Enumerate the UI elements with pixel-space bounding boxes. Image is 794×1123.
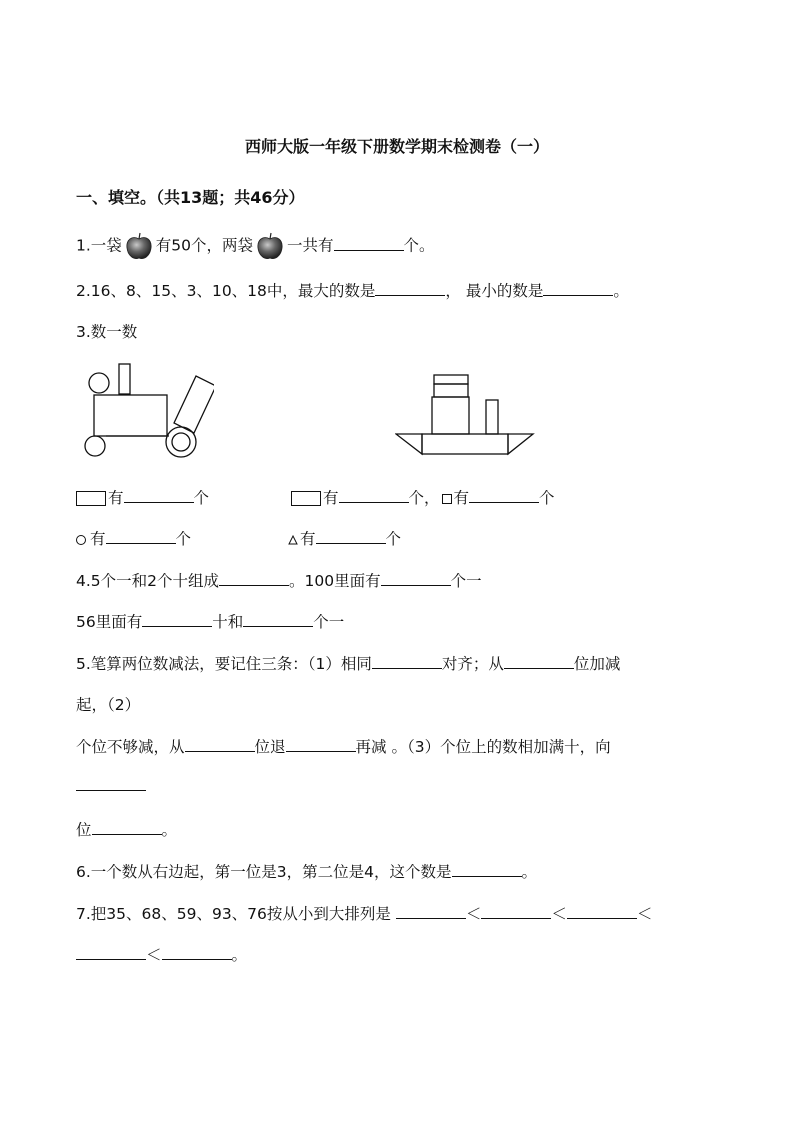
question-3-title: 3.数一数 [76, 323, 138, 341]
rectangle-icon [76, 491, 106, 506]
rectangle-shape [94, 395, 167, 436]
answer-blank[interactable] [396, 904, 466, 919]
q1-text-c: 一共有 [287, 236, 334, 255]
rectangle-shape [434, 384, 468, 397]
q5-text-g: 再减 。（3）个位上的数相加满十，向 [355, 738, 611, 756]
answer-blank[interactable] [339, 488, 409, 503]
small-square-icon [442, 494, 452, 504]
q6-text-a: 6.一个数从右边起，第一位是3，第二位是4，这个数是 [76, 863, 452, 881]
rectangle-shape [486, 400, 498, 434]
answer-blank[interactable] [219, 571, 289, 586]
tractor-figure [84, 360, 214, 464]
q4-text-a: 4.5个一和2个十组成 [76, 572, 220, 590]
count-row-2 [76, 527, 191, 549]
q5-text-e: 个位不够减，从 [76, 738, 185, 756]
question-1 [76, 231, 435, 261]
answer-blank[interactable] [372, 654, 442, 669]
question-5-line-3 [76, 735, 611, 757]
q2-text-b: ， 最小的数是 [445, 282, 544, 300]
answer-blank[interactable] [76, 945, 146, 960]
rectangle-shape [434, 375, 468, 384]
q5-text-c: 位加减 [573, 655, 621, 673]
answer-blank[interactable] [124, 488, 194, 503]
less-than-sign: ＜ [146, 946, 162, 964]
label: 有 [90, 530, 106, 548]
apple-icon [255, 231, 285, 261]
q4-text-e: 十和 [212, 613, 244, 631]
page-title: 西师大版一年级下册数学期末检测卷（一） [244, 137, 549, 156]
answer-blank[interactable] [106, 529, 176, 544]
q1-text-a: 1.一袋 [76, 236, 122, 255]
count-row-1b [291, 486, 555, 508]
q2-text-c: 。 [613, 282, 629, 300]
triangle-shape [508, 434, 533, 454]
less-than-sign: ＜ [551, 905, 567, 923]
apple-icon [124, 231, 154, 261]
q1-text-b: 有50个，两袋 [155, 236, 254, 255]
q7-end: 。 [231, 946, 248, 964]
q4-text-d: 56里面有 [76, 613, 143, 631]
answer-blank[interactable] [375, 281, 445, 296]
answer-blank[interactable] [381, 571, 451, 586]
label: 有 [453, 489, 470, 507]
less-than-sign: ＜ [636, 905, 653, 923]
answer-blank[interactable] [142, 612, 212, 627]
question-5 [76, 652, 620, 674]
circle-shape [89, 373, 109, 393]
label: 有 [108, 489, 124, 507]
q5-text-f: 位退 [254, 738, 286, 756]
q7-text-a: 7.把35、68、59、93、76按从小到大排列是 [76, 905, 391, 923]
q4-text-b: 。100里面有 [289, 572, 381, 590]
circle-shape [85, 436, 105, 456]
answer-blank[interactable] [286, 737, 356, 752]
square-shape [432, 397, 469, 434]
rectangle-shape [119, 364, 130, 394]
answer-blank[interactable] [76, 776, 146, 791]
unit: 个 [539, 489, 555, 507]
unit: 个 [175, 530, 192, 548]
answer-blank[interactable] [316, 529, 386, 544]
unit: 个 [385, 530, 402, 548]
question-2 [76, 279, 629, 301]
q5-text-b: 对齐；从 [441, 655, 504, 673]
answer-blank[interactable] [243, 612, 313, 627]
rectangle-shape [174, 376, 214, 433]
answer-blank[interactable] [567, 904, 637, 919]
answer-blank[interactable] [504, 654, 574, 669]
less-than-sign: ＜ [465, 905, 482, 923]
label: 有 [300, 530, 316, 548]
question-4-line-2 [76, 610, 344, 632]
circle-icon [76, 535, 86, 545]
q5-text-a: 5.笔算两位数减法，要记住三条：（1）相同 [76, 655, 372, 673]
answer-blank[interactable] [481, 904, 551, 919]
q1-text-d: 个。 [403, 236, 435, 255]
q5-text-i: 。 [161, 821, 178, 839]
answer-blank[interactable] [334, 236, 404, 251]
q5-text-h: 位 [76, 821, 92, 839]
q4-text-f: 个一 [313, 613, 345, 631]
question-5-line-5 [76, 818, 177, 840]
answer-blank[interactable] [92, 820, 162, 835]
rectangle-shape [422, 434, 508, 454]
question-5-line-2: 起，（2） [76, 696, 141, 714]
unit: 个 [193, 489, 210, 507]
circle-shape [172, 433, 190, 451]
q4-text-c: 个一 [450, 572, 482, 590]
square-icon [291, 491, 321, 506]
label: 有 [323, 489, 339, 507]
count-row-1 [76, 486, 209, 508]
q6-text-b: 。 [521, 863, 538, 881]
circle-shape [166, 427, 196, 457]
boat-figure [395, 370, 535, 456]
answer-blank[interactable] [162, 945, 232, 960]
answer-blank[interactable] [469, 488, 539, 503]
answer-blank[interactable] [543, 281, 613, 296]
question-4 [76, 569, 482, 591]
question-7 [76, 902, 652, 924]
unit: 个， [408, 489, 440, 507]
section-heading: 一、填空。（共13题；共46分） [76, 188, 305, 207]
count-row-2b [288, 527, 401, 549]
triangle-shape [396, 434, 422, 454]
answer-blank[interactable] [185, 737, 255, 752]
q2-text-a: 2.16、8、15、3、10、18中，最大的数是 [76, 282, 376, 300]
question-6 [76, 860, 537, 882]
question-5-line-4 [76, 776, 146, 795]
question-7-line-2 [76, 943, 247, 965]
answer-blank[interactable] [452, 862, 522, 877]
triangle-icon [288, 535, 298, 545]
